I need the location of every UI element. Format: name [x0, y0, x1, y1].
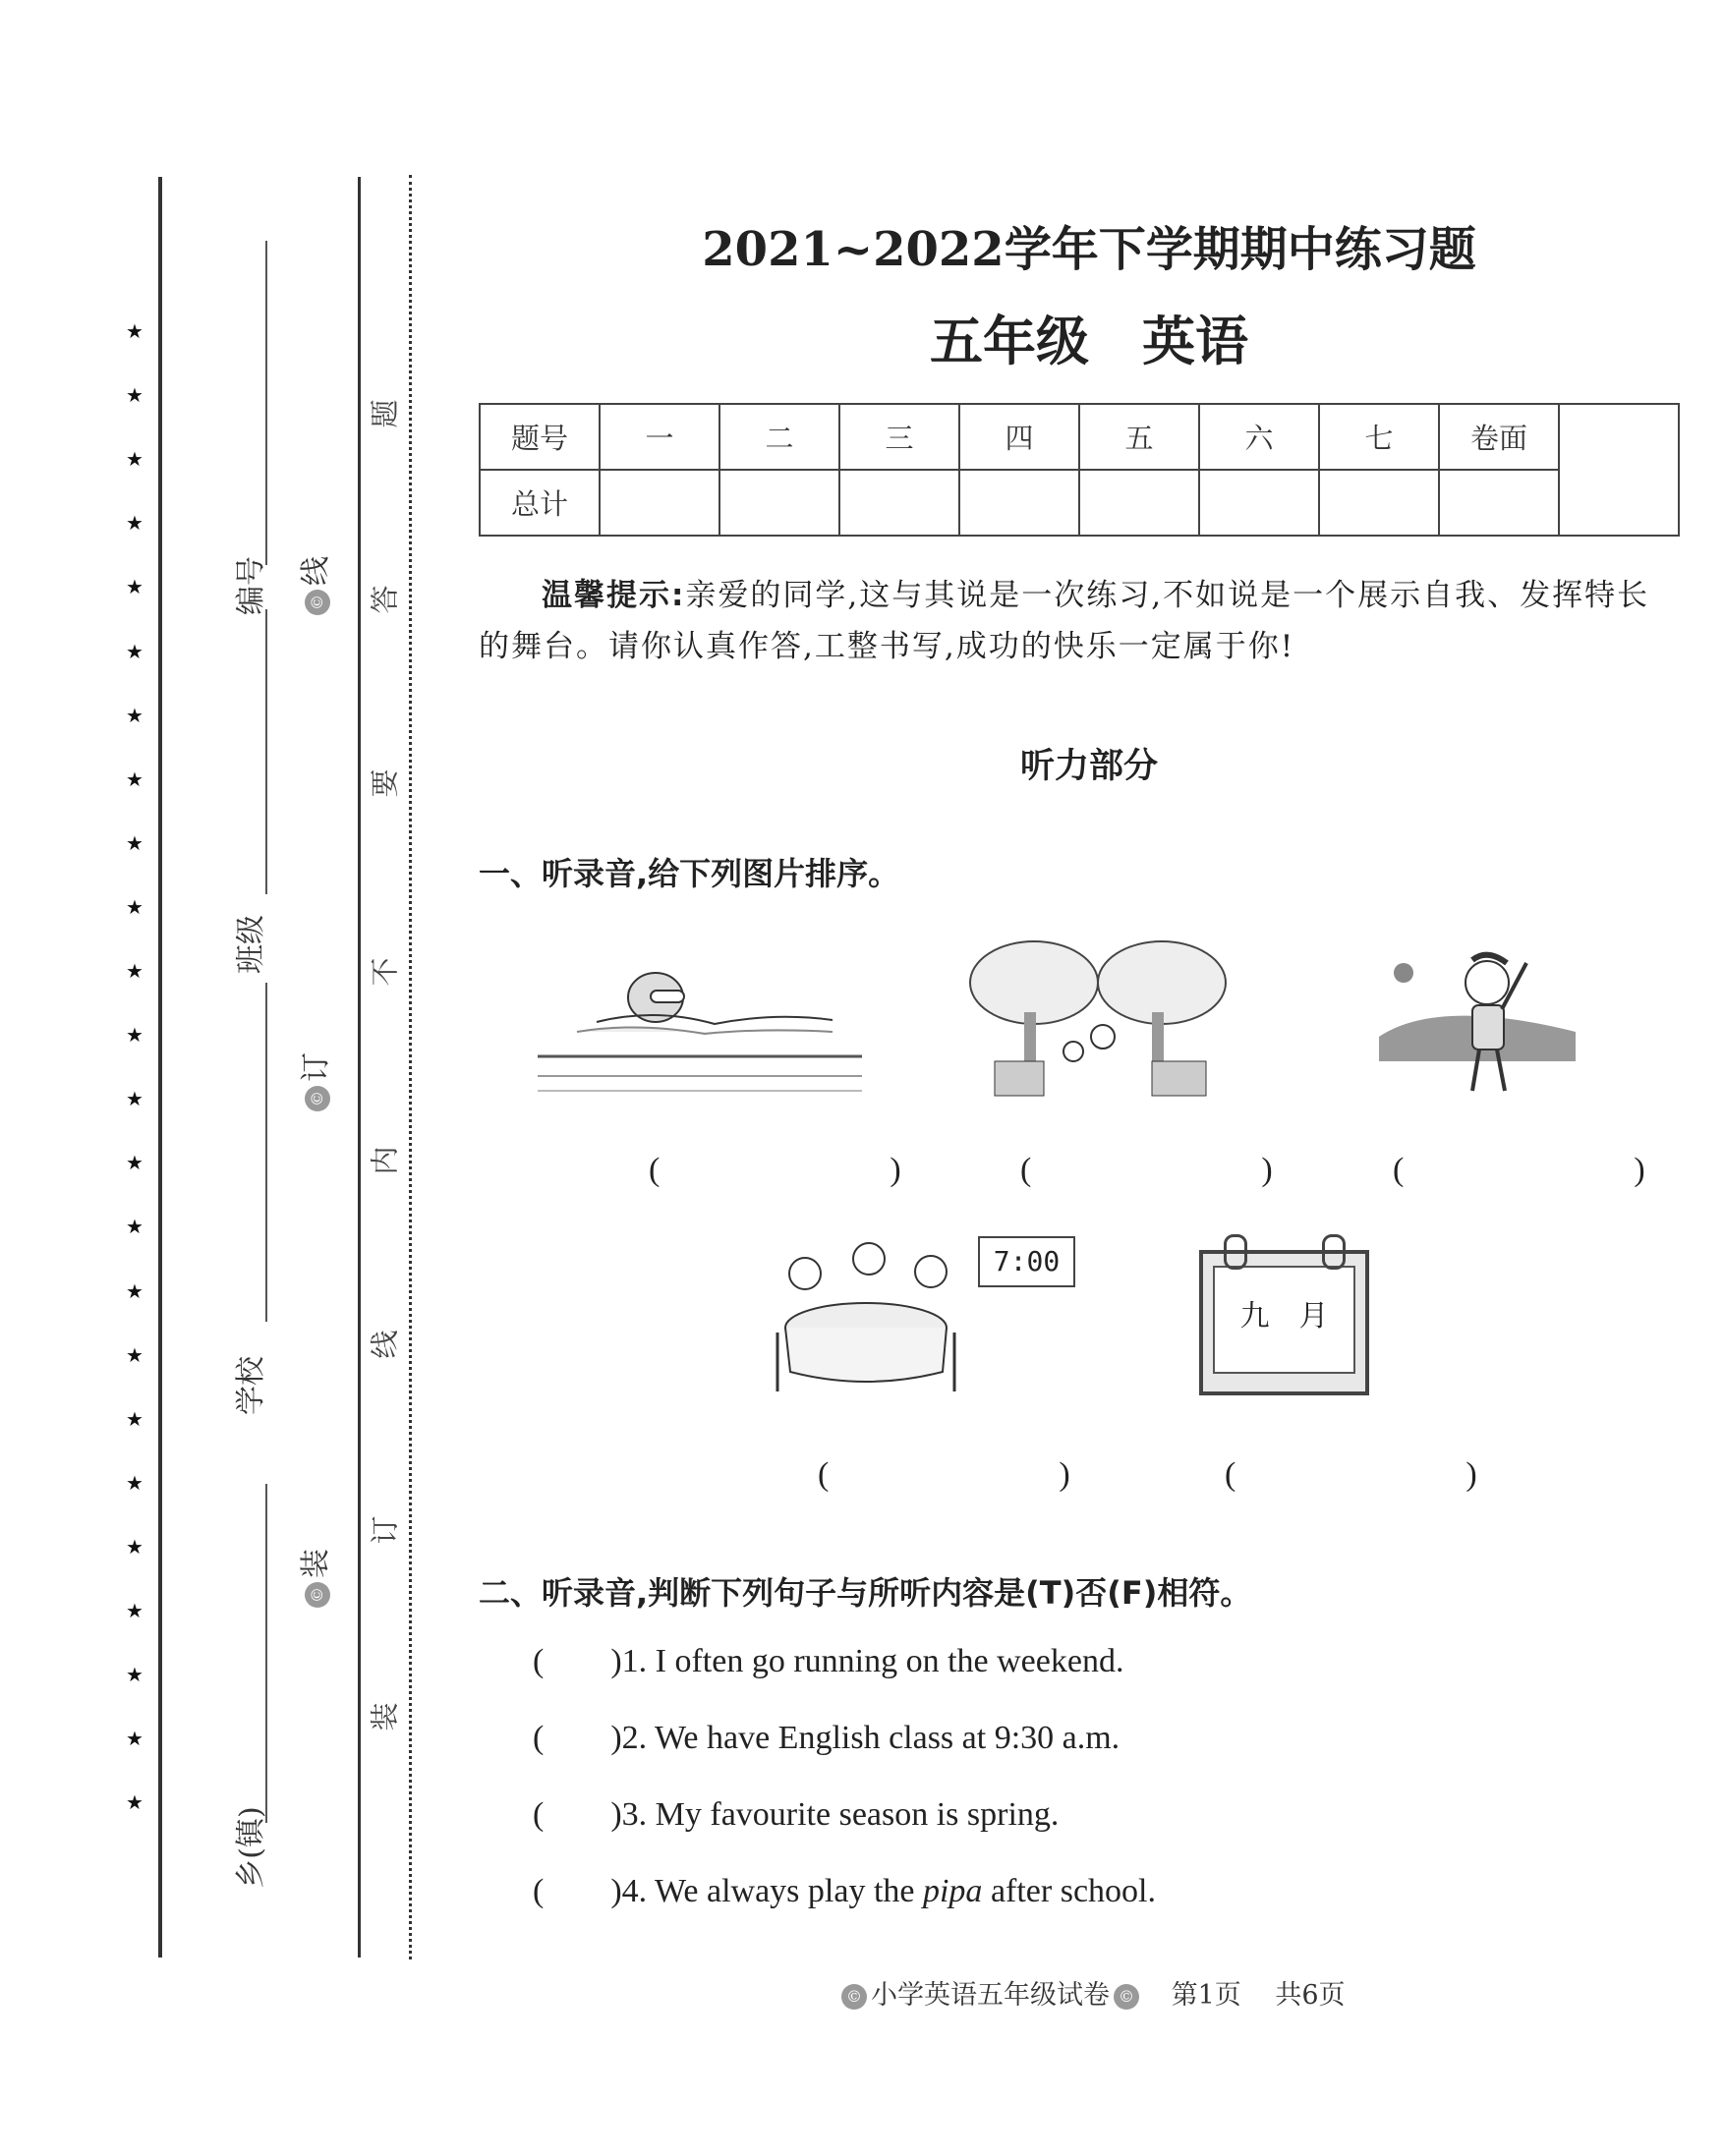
table-header-cell: 六 — [1199, 404, 1319, 470]
score-cell[interactable] — [719, 470, 839, 536]
picking-apples-picture — [965, 934, 1231, 1101]
field-label-town: 乡(镇) — [234, 1806, 268, 1889]
field-underline — [265, 983, 267, 1322]
footer — [841, 1973, 1346, 2012]
table-header-cell: 一 — [600, 404, 719, 470]
binding-line-inner — [358, 177, 361, 1957]
score-cell[interactable] — [1439, 470, 1559, 536]
star-icon: ★ — [126, 1342, 144, 1367]
tip-label: 温馨提示: — [542, 578, 686, 613]
score-cell[interactable] — [839, 470, 959, 536]
answer-blank[interactable]: ( ) — [1225, 1456, 1477, 1493]
star-icon: ★ — [126, 1151, 144, 1175]
binding-mark-staple: ©订 — [291, 1052, 334, 1111]
field-label-school: 学校 — [234, 1356, 268, 1415]
cut-line — [409, 175, 412, 1959]
calendar-text: 九 月 — [1213, 1266, 1355, 1374]
footer-total: 共6页 — [1275, 1980, 1346, 2011]
calendar-ring-icon — [1224, 1234, 1247, 1270]
cut-warning-char: 内 — [368, 1146, 402, 1175]
footer-page: 第1页 — [1171, 1980, 1241, 2011]
star-icon: ★ — [126, 1663, 144, 1687]
star-icon: ★ — [126, 1534, 144, 1559]
calendar-picture — [1199, 1250, 1369, 1395]
question-3: ( )3. My favourite season is spring. — [533, 1796, 1060, 1833]
seal-icon: © — [841, 1984, 867, 2010]
binding-line — [158, 177, 162, 1957]
score-cell[interactable] — [1319, 470, 1439, 536]
exam-subtitle: 五年级 英语 — [930, 310, 1248, 372]
field-label-number: 编号 — [234, 556, 268, 615]
field-underline — [265, 1484, 267, 1823]
cut-warning-char: 线 — [368, 1330, 402, 1359]
star-icon: ★ — [126, 1023, 144, 1048]
field-label-class: 班级 — [234, 915, 268, 974]
family-dinner-picture — [766, 1234, 967, 1393]
question-2: ( )2. We have English class at 9:30 a.m. — [533, 1720, 1121, 1756]
score-cell[interactable] — [959, 470, 1079, 536]
question-1: ( )1. I often go running on the weekend. — [533, 1643, 1124, 1679]
cut-warning-char: 题 — [368, 399, 402, 428]
table-row — [480, 404, 1679, 470]
star-icon: ★ — [126, 1087, 144, 1111]
binding-mark-bind: ©装 — [291, 1549, 334, 1608]
answer-blank[interactable]: ( ) — [649, 1152, 901, 1188]
table-header-cell: 三 — [839, 404, 959, 470]
table-header-cell: 七 — [1319, 404, 1439, 470]
star-icon: ★ — [126, 703, 144, 727]
exam-title: 2021~2022学年下学期期中练习题 — [702, 222, 1476, 277]
score-cell[interactable] — [1199, 470, 1319, 536]
clock-label: 7:00 — [978, 1236, 1075, 1287]
star-icon: ★ — [126, 766, 144, 791]
star-icon: ★ — [126, 1470, 144, 1495]
table-row — [480, 470, 1679, 536]
star-icon: ★ — [126, 575, 144, 599]
question-4: ( )4. We always play the pipa after school. — [533, 1873, 1156, 1909]
total-score-cell[interactable] — [1559, 404, 1679, 536]
score-table — [479, 403, 1680, 537]
star-icon: ★ — [126, 447, 144, 472]
seal-icon: © — [305, 1582, 330, 1608]
star-icon: ★ — [126, 1790, 144, 1815]
table-header-cell: 五 — [1079, 404, 1199, 470]
table-header-cell: 卷面 — [1439, 404, 1559, 470]
seal-icon: © — [1114, 1984, 1139, 2010]
swimming-picture — [538, 953, 862, 1101]
star-icon: ★ — [126, 894, 144, 919]
footer-book: 小学英语五年级试卷 — [871, 1980, 1110, 2011]
part2-heading: 二、听录音,判断下列句子与所听内容是(T)否(F)相符。 — [479, 1574, 1252, 1612]
answer-blank[interactable]: ( ) — [1393, 1152, 1645, 1188]
star-icon: ★ — [126, 1727, 144, 1751]
morning-exercise-picture — [1379, 938, 1576, 1101]
answer-blank[interactable]: ( ) — [1020, 1152, 1273, 1188]
cut-warning-char: 答 — [368, 585, 402, 614]
star-icon: ★ — [126, 511, 144, 536]
tip-paragraph — [479, 570, 1702, 672]
table-header-cell: 四 — [959, 404, 1079, 470]
score-cell[interactable] — [1079, 470, 1199, 536]
cut-warning-char: 装 — [368, 1702, 402, 1731]
cut-warning-char: 要 — [368, 768, 402, 798]
seal-icon: © — [305, 590, 330, 615]
table-header-cell: 题号 — [480, 404, 600, 470]
table-row-label: 总计 — [480, 470, 600, 536]
score-cell[interactable] — [600, 470, 719, 536]
star-icon: ★ — [126, 1215, 144, 1239]
cut-warning-char: 不 — [368, 957, 402, 987]
cut-warning-char: 订 — [368, 1515, 402, 1545]
seal-icon: © — [305, 1086, 330, 1111]
star-icon: ★ — [126, 959, 144, 983]
star-icon: ★ — [126, 319, 144, 343]
star-icon: ★ — [126, 1278, 144, 1303]
star-icon: ★ — [126, 1406, 144, 1431]
part1-heading: 一、听录音,给下列图片排序。 — [479, 855, 900, 892]
star-icon: ★ — [126, 383, 144, 408]
table-header-cell: 二 — [719, 404, 839, 470]
tip-text: 的舞台。请你认真作答,工整书写,成功的快乐一定属于你! — [479, 629, 1295, 664]
binding-mark-line: ©线 — [291, 556, 334, 615]
calendar-ring-icon — [1322, 1234, 1346, 1270]
answer-blank[interactable]: ( ) — [818, 1456, 1070, 1493]
section-title: 听力部分 — [1019, 747, 1158, 786]
tip-text: 亲爱的同学,这与其说是一次练习,不如说是一个展示自我、发挥特长 — [685, 578, 1650, 613]
field-underline — [265, 241, 267, 565]
star-icon: ★ — [126, 830, 144, 855]
star-icon: ★ — [126, 1599, 144, 1622]
star-icon: ★ — [126, 639, 144, 663]
